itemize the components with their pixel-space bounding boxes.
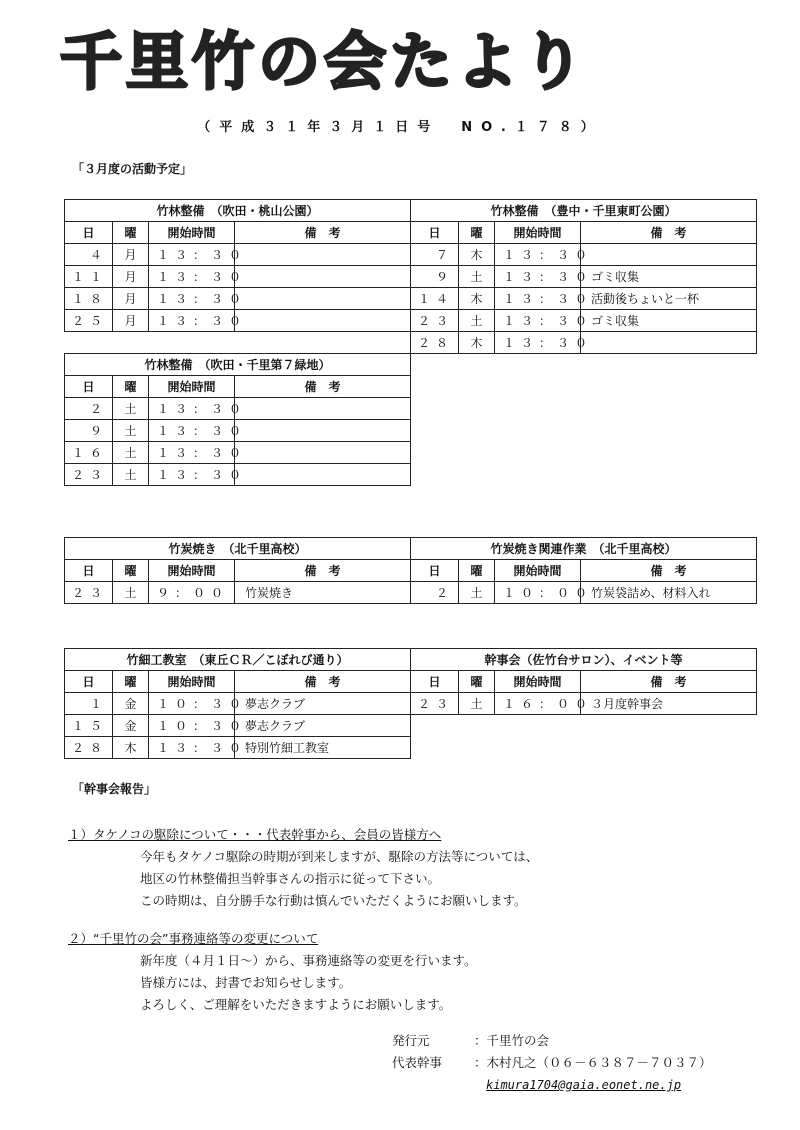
cell-weekday: 土 [113, 464, 149, 486]
table-caption: 幹事会（佐竹台サロン）、イベント等 [411, 649, 757, 671]
cell-day: １８ [65, 288, 113, 310]
table-caption: 竹林整備 （吹田・千里第７緑地） [65, 354, 411, 376]
schedule-table [64, 353, 411, 486]
cell-day: ２３ [411, 310, 459, 332]
column-header-weekday: 曜 [113, 671, 149, 693]
column-header-day: 日 [411, 560, 459, 582]
table-row [65, 737, 411, 759]
table-caption: 竹林整備 （豊中・千里東町公園） [411, 200, 757, 222]
cell-weekday: 金 [113, 715, 149, 737]
cell-note [235, 420, 411, 442]
cell-day: １５ [65, 715, 113, 737]
cell-day: ９ [411, 266, 459, 288]
table-row [411, 332, 757, 354]
cell-day: １６ [65, 442, 113, 464]
cell-start-time: １０：３０ [149, 693, 235, 715]
column-header-start-time: 開始時間 [149, 376, 235, 398]
cell-weekday: 土 [459, 310, 495, 332]
table-row [65, 398, 411, 420]
schedule-table [410, 537, 757, 604]
column-header-day: 日 [65, 222, 113, 244]
issue-line: （平成３１年３月１日号 NO.１７８） [197, 120, 603, 135]
table-row [65, 420, 411, 442]
column-header-weekday: 曜 [459, 560, 495, 582]
cell-day: １ [65, 693, 113, 715]
cell-note: 竹炭袋詰め、材料入れ [581, 582, 757, 604]
cell-start-time: １３：３０ [495, 244, 581, 266]
table-caption: 竹林整備 （吹田・桃山公園） [65, 200, 411, 222]
table-row [65, 244, 411, 266]
table-row [65, 266, 411, 288]
cell-note [235, 398, 411, 420]
report-item-heading: １）タケノコの駆除について・・・代表幹事から、会員の皆様方へ [68, 827, 442, 842]
cell-start-time: １３：３０ [149, 310, 235, 332]
cell-start-time: ９：００ [149, 582, 235, 604]
cell-start-time: １０：００ [495, 582, 581, 604]
cell-day: ４ [65, 244, 113, 266]
table-row [65, 288, 411, 310]
cell-day: ２３ [65, 464, 113, 486]
column-header-weekday: 曜 [459, 222, 495, 244]
column-header-start-time: 開始時間 [495, 560, 581, 582]
cell-weekday: 土 [113, 420, 149, 442]
table-row [65, 582, 411, 604]
cell-start-time: １３：３０ [495, 310, 581, 332]
cell-weekday: 土 [459, 693, 495, 715]
cell-weekday: 木 [459, 332, 495, 354]
column-header-start-time: 開始時間 [149, 671, 235, 693]
table-row [411, 244, 757, 266]
column-header-day: 日 [411, 671, 459, 693]
cell-start-time: １３：３０ [149, 464, 235, 486]
cell-day: ２３ [65, 582, 113, 604]
cell-start-time: １３：３０ [149, 398, 235, 420]
cell-day: １１ [65, 266, 113, 288]
publisher-label: 発行元 [392, 1033, 430, 1048]
column-header-note: 備 考 [581, 671, 757, 693]
cell-weekday: 月 [113, 266, 149, 288]
report-heading: 「幹事会報告」 [72, 782, 157, 796]
newsletter-title: 千里竹の会たより [60, 25, 589, 98]
cell-start-time: １０：３０ [149, 715, 235, 737]
table-caption: 竹炭焼き （北千里高校） [65, 538, 411, 560]
column-header-weekday: 曜 [459, 671, 495, 693]
report-item-2 [68, 928, 477, 1016]
column-header-start-time: 開始時間 [149, 222, 235, 244]
cell-day: ２５ [65, 310, 113, 332]
representative-value: ：木村凡之（０６－６３８７－７０３７） [474, 1055, 712, 1070]
cell-weekday: 土 [113, 398, 149, 420]
cell-note: ３月度幹事会 [581, 693, 757, 715]
schedule-table [64, 199, 411, 332]
schedule-table [410, 648, 757, 715]
schedule-table [64, 648, 411, 759]
cell-note: ゴミ収集 [581, 310, 757, 332]
report-line: 新年度（４月１日～）から、事務連絡等の変更を行います。 [140, 953, 477, 968]
cell-start-time: １３：３０ [495, 332, 581, 354]
cell-weekday: 木 [459, 288, 495, 310]
table-row [411, 310, 757, 332]
cell-weekday: 木 [459, 244, 495, 266]
cell-start-time: １３：３０ [149, 737, 235, 759]
cell-day: ９ [65, 420, 113, 442]
cell-note: 竹炭焼き [235, 582, 411, 604]
publisher-value: ：千里竹の会 [474, 1033, 550, 1048]
report-line: 今年もタケノコ駆除の時期が到来しますが、駆除の方法等については、 [140, 849, 539, 864]
cell-note [235, 288, 411, 310]
cell-note: ゴミ収集 [581, 266, 757, 288]
column-header-start-time: 開始時間 [149, 560, 235, 582]
contact-email[interactable]: kimura1704@gaia.eonet.ne.jp [486, 1078, 682, 1092]
report-item-heading: ２）“千里竹の会”事務連絡等の変更について [68, 931, 319, 946]
column-header-day: 日 [65, 560, 113, 582]
cell-day: ２３ [411, 693, 459, 715]
table-row [65, 464, 411, 486]
cell-weekday: 土 [113, 442, 149, 464]
cell-weekday: 土 [113, 582, 149, 604]
cell-note [235, 310, 411, 332]
column-header-weekday: 曜 [113, 560, 149, 582]
cell-weekday: 月 [113, 310, 149, 332]
cell-start-time: １３：３０ [149, 244, 235, 266]
cell-start-time: １３：３０ [149, 442, 235, 464]
column-header-note: 備 考 [581, 560, 757, 582]
cell-weekday: 月 [113, 244, 149, 266]
report-line: 皆様方には、封書でお知らせします。 [140, 975, 352, 990]
column-header-weekday: 曜 [113, 376, 149, 398]
cell-start-time: １３：３０ [495, 266, 581, 288]
column-header-start-time: 開始時間 [495, 671, 581, 693]
schedule-table [410, 199, 757, 354]
cell-note [581, 244, 757, 266]
column-header-weekday: 曜 [113, 222, 149, 244]
cell-day: １４ [411, 288, 459, 310]
schedule-heading: 「３月度の活動予定」 [72, 162, 193, 176]
cell-start-time: １３：３０ [149, 420, 235, 442]
cell-weekday: 土 [459, 582, 495, 604]
cell-start-time: １６：００ [495, 693, 581, 715]
table-row [65, 310, 411, 332]
cell-day: ２８ [65, 737, 113, 759]
cell-day: ２ [411, 582, 459, 604]
cell-weekday: 金 [113, 693, 149, 715]
cell-note: 特別竹細工教室 [235, 737, 411, 759]
report-line: 地区の竹林整備担当幹事さんの指示に従って下さい。 [140, 871, 441, 886]
representative-label: 代表幹事 [392, 1055, 443, 1070]
report-line: よろしく、ご理解をいただきますようにお願いします。 [140, 997, 452, 1012]
column-header-day: 日 [65, 376, 113, 398]
table-row [65, 715, 411, 737]
column-header-day: 日 [65, 671, 113, 693]
table-caption: 竹炭焼き関連作業 （北千里高校） [411, 538, 757, 560]
cell-note [235, 244, 411, 266]
table-row [65, 442, 411, 464]
cell-start-time: １３：３０ [495, 288, 581, 310]
column-header-start-time: 開始時間 [495, 222, 581, 244]
cell-weekday: 土 [459, 266, 495, 288]
publisher-info [392, 1030, 712, 1096]
cell-note [235, 464, 411, 486]
cell-note [581, 332, 757, 354]
cell-note: 夢志クラブ [235, 693, 411, 715]
cell-day: ２８ [411, 332, 459, 354]
cell-note [235, 266, 411, 288]
table-row [411, 582, 757, 604]
table-caption: 竹細工教室 （東丘ＣＲ／こぼれび通り） [65, 649, 411, 671]
table-row [411, 266, 757, 288]
cell-note [235, 442, 411, 464]
cell-day: ７ [411, 244, 459, 266]
report-line: この時期は、自分勝手な行動は慎んでいただくようにお願いします。 [140, 893, 527, 908]
cell-note: 夢志クラブ [235, 715, 411, 737]
column-header-note: 備 考 [235, 560, 411, 582]
column-header-note: 備 考 [581, 222, 757, 244]
column-header-day: 日 [411, 222, 459, 244]
column-header-note: 備 考 [235, 376, 411, 398]
report-item-1 [68, 824, 538, 912]
table-row [411, 693, 757, 715]
column-header-note: 備 考 [235, 222, 411, 244]
cell-day: ２ [65, 398, 113, 420]
cell-weekday: 木 [113, 737, 149, 759]
schedule-table [64, 537, 411, 604]
cell-weekday: 月 [113, 288, 149, 310]
cell-start-time: １３：３０ [149, 288, 235, 310]
table-row [65, 693, 411, 715]
cell-note: 活動後ちょいと一杯 [581, 288, 757, 310]
table-row [411, 288, 757, 310]
cell-start-time: １３：３０ [149, 266, 235, 288]
column-header-note: 備 考 [235, 671, 411, 693]
